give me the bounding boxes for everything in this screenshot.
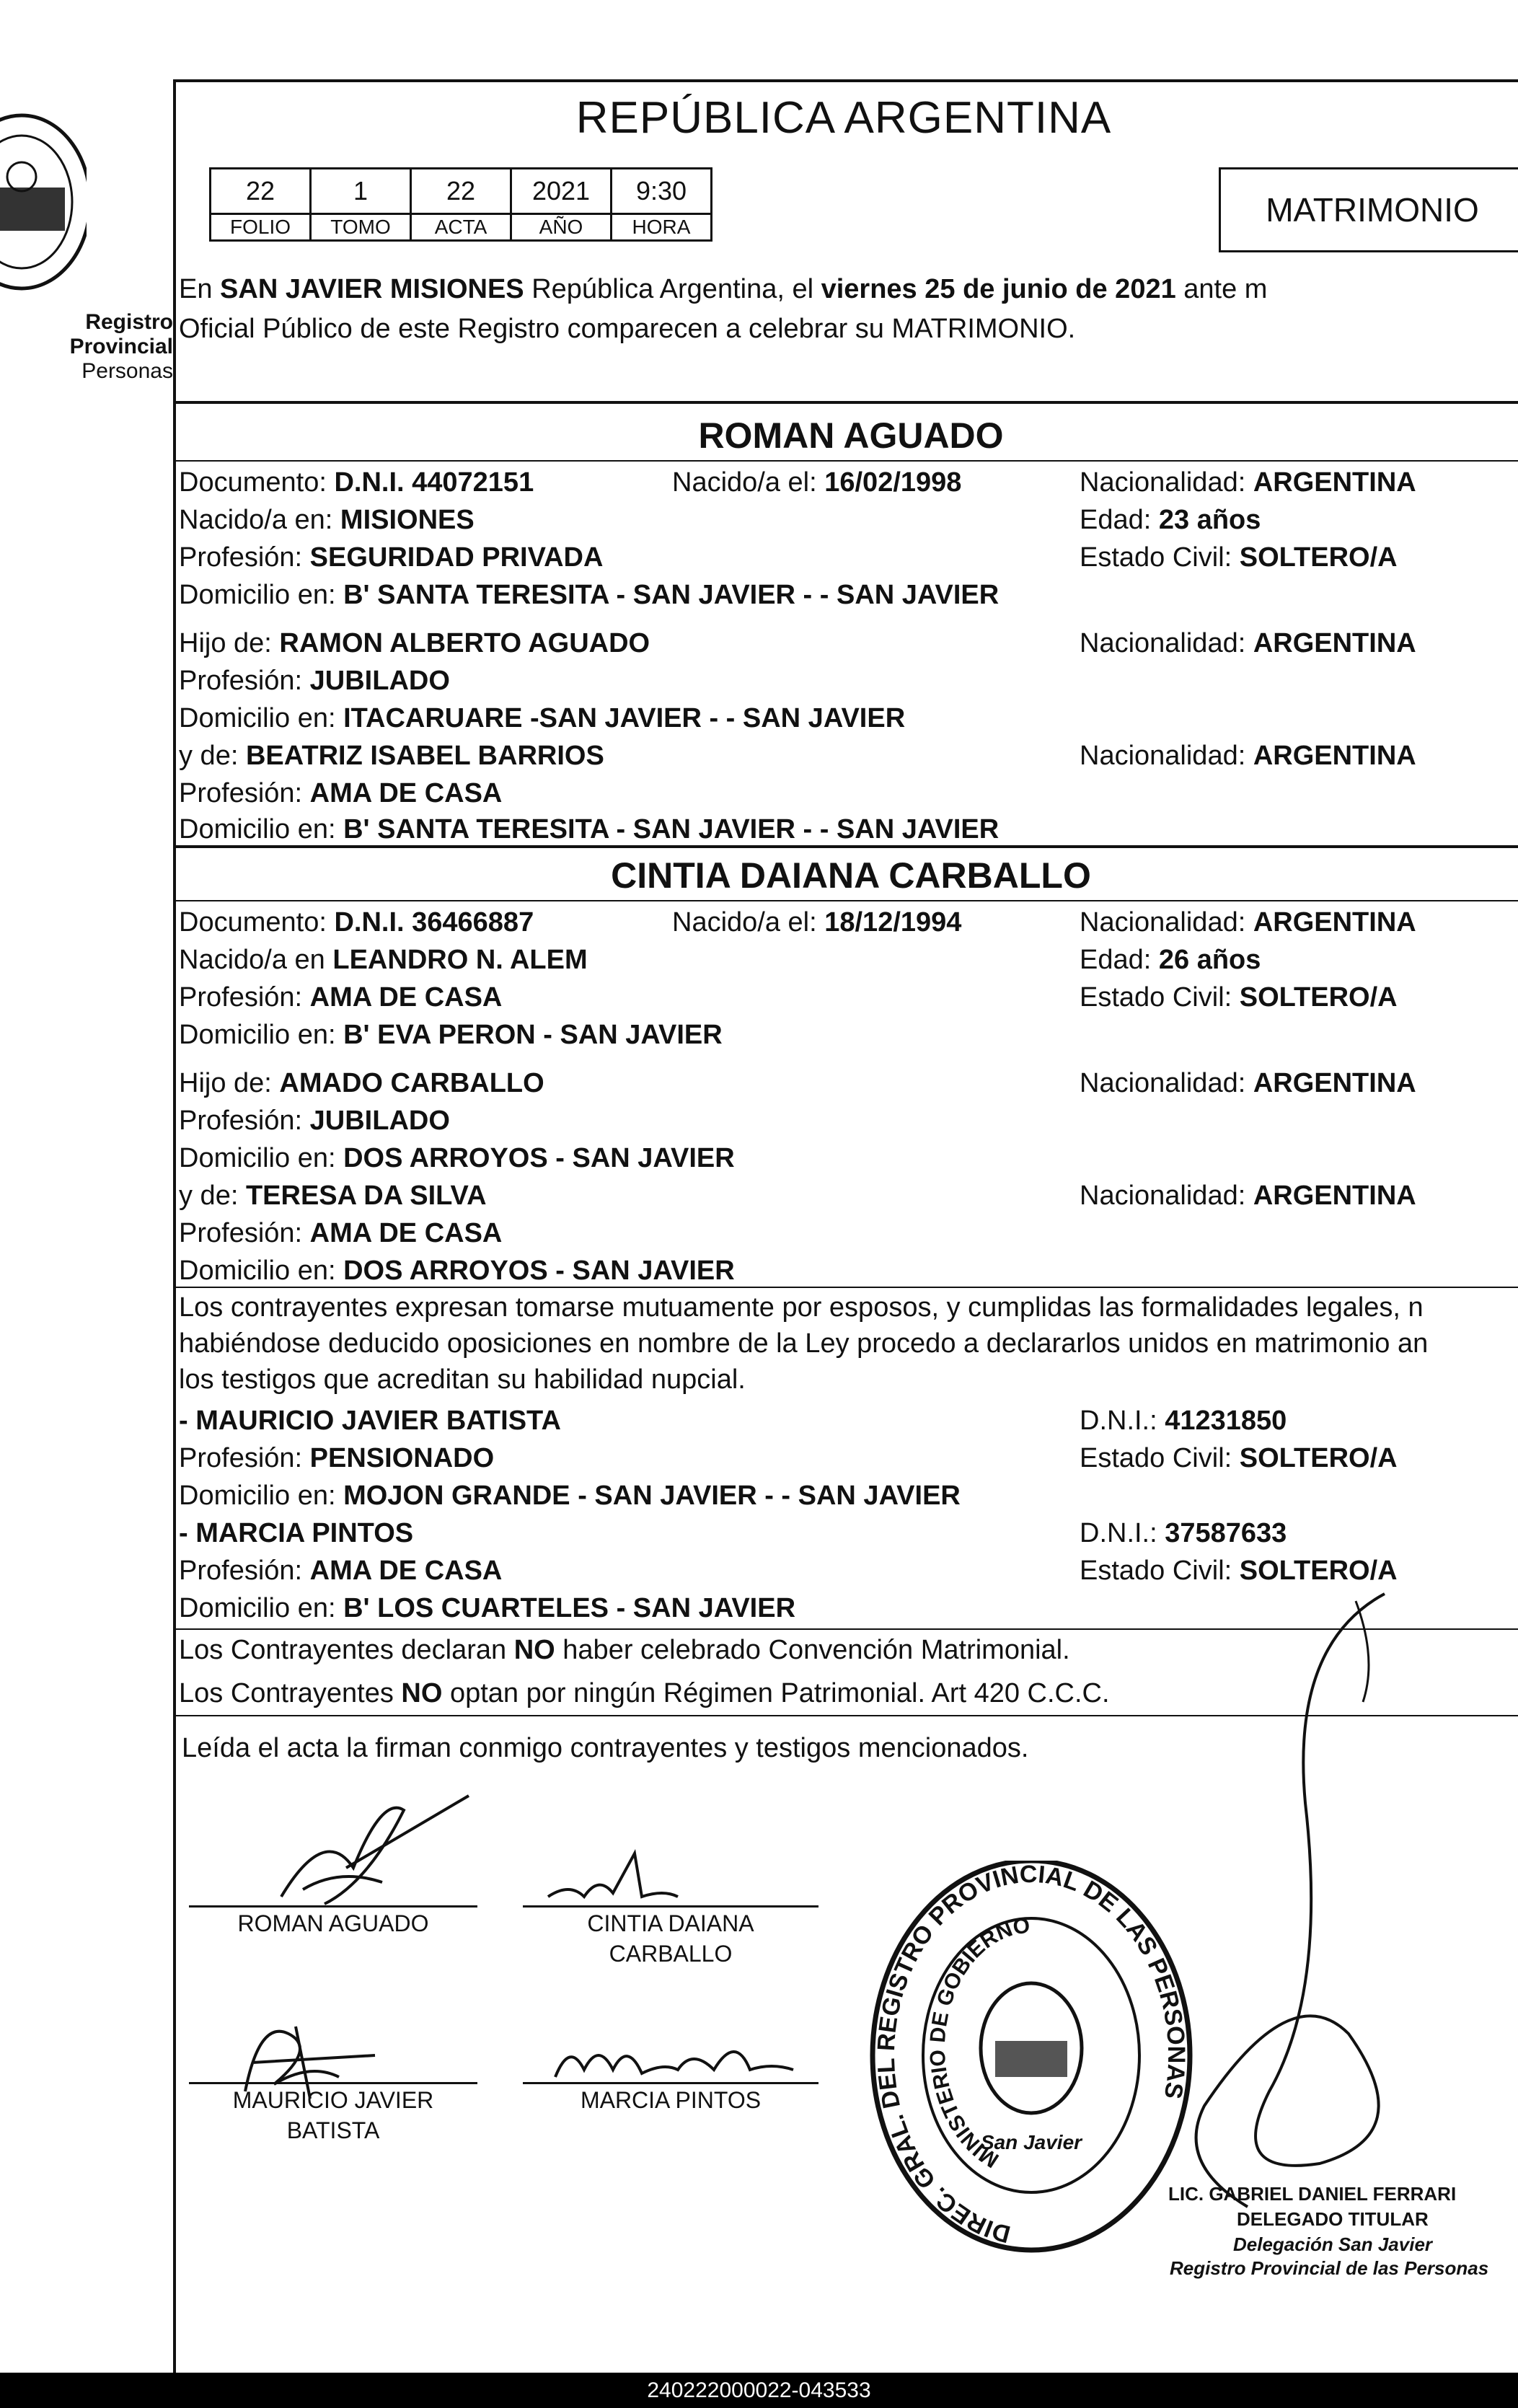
hora-label: HORA bbox=[612, 214, 712, 241]
bride-birthplace bbox=[179, 941, 588, 979]
groom-father-nationality bbox=[1080, 625, 1416, 662]
acta-value: 22 bbox=[411, 169, 511, 214]
intro-line-2: Oficial Público de este Registro comparecen a celebrar su MATRIMONIO. bbox=[179, 314, 1076, 344]
value: ARGENTINA bbox=[1253, 741, 1416, 771]
label: Domicilio en: bbox=[179, 1020, 344, 1050]
value: DOS ARROYOS - SAN JAVIER bbox=[343, 1143, 735, 1173]
label: Domicilio en: bbox=[179, 814, 344, 844]
hora-value: 9:30 bbox=[612, 169, 712, 214]
label: Domicilio en: bbox=[179, 1593, 344, 1623]
page-title: REPÚBLICA ARGENTINA bbox=[575, 93, 1112, 143]
label: Estado Civil: bbox=[1080, 1556, 1240, 1586]
label: Nacionalidad: bbox=[1080, 741, 1253, 771]
signature-label-2 bbox=[523, 1908, 818, 1969]
bride-address bbox=[179, 1016, 723, 1054]
tomo-label: TOMO bbox=[311, 214, 411, 241]
bride-profession bbox=[179, 979, 502, 1016]
label: Estado Civil: bbox=[1080, 982, 1240, 1013]
label: Domicilio en: bbox=[179, 1256, 344, 1286]
bride-mother-address bbox=[179, 1252, 735, 1289]
groom-mother bbox=[179, 737, 604, 775]
declaration-line-3: los testigos que acreditan su habilidad nupcial. bbox=[179, 1364, 746, 1395]
intro-text-b: República Argentina, el bbox=[524, 274, 821, 304]
emphasis: NO bbox=[513, 1635, 555, 1665]
label: Domicilio en: bbox=[179, 1481, 344, 1511]
value: LEANDRO N. ALEM bbox=[332, 945, 588, 975]
label: Profesión: bbox=[179, 1106, 310, 1136]
witness-2-civil-status bbox=[1080, 1552, 1398, 1589]
signature-cintia-carballo bbox=[541, 1846, 700, 1911]
intro-text-a: En bbox=[179, 274, 221, 304]
value: DOS ARROYOS - SAN JAVIER bbox=[343, 1256, 735, 1286]
label: Domicilio en: bbox=[179, 1143, 344, 1173]
groom-nationality-value: ARGENTINA bbox=[1253, 467, 1416, 498]
groom-dni: D.N.I. 44072151 bbox=[334, 467, 534, 498]
value: ARGENTINA bbox=[1253, 1068, 1416, 1098]
label: Profesión: bbox=[179, 778, 310, 808]
divider bbox=[173, 845, 1518, 848]
value: 26 años bbox=[1158, 945, 1261, 975]
text: optan por ningún Régimen Patrimonial. Art 420 C.C.C. bbox=[442, 1678, 1110, 1708]
closing-statement: Leída el acta la firman conmigo contrayentes y testigos mencionados. bbox=[182, 1733, 1029, 1763]
text: Los Contrayentes declaran bbox=[179, 1635, 514, 1665]
value: AMA DE CASA bbox=[309, 982, 503, 1013]
groom-name: ROMAN AGUADO bbox=[698, 415, 1004, 456]
seal-outer-text: DIREC. GRAL. DEL REGISTRO PROVINCIAL DE LAS PERSONAS bbox=[872, 1861, 1191, 2249]
value: SOLTERO/A bbox=[1239, 1443, 1398, 1473]
value: ARGENTINA bbox=[1253, 907, 1416, 938]
officer-title: DELEGADO TITULAR bbox=[1237, 2208, 1429, 2230]
bride-birthdate bbox=[672, 904, 961, 941]
signature-line bbox=[523, 1905, 818, 1908]
label: Hijo de: bbox=[179, 1068, 280, 1098]
label: Nacido/a el: bbox=[672, 467, 825, 498]
value: - MAURICIO JAVIER BATISTA bbox=[179, 1406, 561, 1436]
logo-caption-line1: Registro Provincial bbox=[69, 310, 173, 358]
bride-mother-profession bbox=[179, 1214, 502, 1252]
value: JUBILADO bbox=[309, 666, 450, 696]
record-type-badge: MATRIMONIO bbox=[1219, 167, 1518, 252]
label: Profesión: bbox=[179, 542, 310, 573]
bride-mother bbox=[179, 1177, 487, 1214]
divider bbox=[173, 900, 1518, 901]
intro-date: viernes 25 de junio de 2021 bbox=[821, 274, 1176, 304]
bride-nationality bbox=[1080, 904, 1416, 941]
bride-document bbox=[179, 904, 534, 941]
officer-name: LIC. GABRIEL DANIEL FERRARI bbox=[1168, 2183, 1457, 2205]
groom-nationality bbox=[1080, 464, 1416, 501]
label: y de: bbox=[179, 1181, 246, 1211]
divider bbox=[173, 1287, 1518, 1288]
groom-birthplace-value: MISIONES bbox=[340, 505, 475, 535]
value: BEATRIZ ISABEL BARRIOS bbox=[245, 741, 604, 771]
value: TERESA DA SILVA bbox=[245, 1181, 487, 1211]
groom-birthdate-value: 16/02/1998 bbox=[824, 467, 962, 498]
groom-father-value: RAMON ALBERTO AGUADO bbox=[279, 628, 650, 658]
folio-label: FOLIO bbox=[211, 214, 311, 241]
value: - MARCIA PINTOS bbox=[179, 1518, 414, 1548]
line: CARBALLO bbox=[609, 1941, 733, 1967]
signature-roman-aguado bbox=[238, 1781, 483, 1918]
groom-document bbox=[179, 464, 534, 501]
label: Nacido/a el: bbox=[672, 907, 825, 938]
value: SOLTERO/A bbox=[1239, 982, 1398, 1013]
bride-father bbox=[179, 1064, 544, 1102]
bride-name: CINTIA DAIANA CARBALLO bbox=[611, 855, 1091, 896]
witness-1-civil-status bbox=[1080, 1439, 1398, 1477]
label: Profesión: bbox=[179, 1218, 310, 1248]
divider bbox=[173, 401, 1518, 404]
groom-age bbox=[1080, 501, 1261, 539]
label: Nacionalidad: bbox=[1080, 1068, 1253, 1098]
label: Profesión: bbox=[179, 666, 310, 696]
label: Edad: bbox=[1080, 945, 1159, 975]
label: Estado Civil: bbox=[1080, 1443, 1240, 1473]
document-id-footer: 240222000022-043533 bbox=[0, 2373, 1518, 2408]
label: Domicilio en: bbox=[179, 703, 344, 733]
emphasis: NO bbox=[401, 1678, 443, 1708]
convention-line-2 bbox=[179, 1675, 1110, 1712]
signature-label-4: MARCIA PINTOS bbox=[580, 2087, 762, 2113]
witness-1-dni bbox=[1080, 1402, 1287, 1439]
value: AMA DE CASA bbox=[309, 1218, 503, 1248]
acta-label: ACTA bbox=[411, 214, 511, 241]
bride-dni: D.N.I. 36466887 bbox=[334, 907, 534, 938]
bride-age bbox=[1080, 941, 1261, 979]
intro-place: SAN JAVIER MISIONES bbox=[220, 274, 524, 304]
signature-line bbox=[523, 2082, 818, 2084]
label: Profesión: bbox=[179, 1443, 310, 1473]
label: Profesión: bbox=[179, 982, 310, 1013]
declaration-line-1: Los contrayentes expresan tomarse mutuamente por esposos, y cumplidas las formalidades legales, n bbox=[179, 1292, 1424, 1323]
record-reference-table bbox=[209, 167, 712, 242]
seal-place-text: San Javier bbox=[980, 2131, 1082, 2153]
value: MOJON GRANDE - SAN JAVIER - - SAN JAVIER bbox=[343, 1481, 961, 1511]
value: PENSIONADO bbox=[309, 1443, 495, 1473]
ano-value: 2021 bbox=[511, 169, 612, 214]
bride-father-address bbox=[179, 1139, 735, 1177]
groom-father-address bbox=[179, 700, 905, 737]
signature-label-3 bbox=[189, 2085, 477, 2145]
line: MAURICIO JAVIER bbox=[232, 2087, 434, 2113]
divider bbox=[173, 460, 1518, 462]
intro-text-c: ante m bbox=[1175, 274, 1268, 304]
groom-mother-nationality bbox=[1080, 737, 1416, 775]
signature-marcia-pintos bbox=[548, 2019, 808, 2091]
label: y de: bbox=[179, 741, 246, 771]
witness-2-name bbox=[179, 1514, 413, 1552]
bride-mother-nationality bbox=[1080, 1177, 1416, 1214]
label: Nacionalidad: bbox=[1080, 1181, 1253, 1211]
seal-inner-text: MINISTERIO DE GOBIERNO bbox=[925, 1913, 1032, 2172]
groom-civil-status bbox=[1080, 539, 1398, 576]
witness-2-dni bbox=[1080, 1514, 1287, 1552]
officer-registry: Registro Provincial de las Personas bbox=[1170, 2257, 1489, 2279]
ano-label: AÑO bbox=[511, 214, 612, 241]
value: JUBILADO bbox=[309, 1106, 450, 1136]
signature-line bbox=[189, 2082, 477, 2084]
witness-2-profession bbox=[179, 1552, 502, 1589]
witness-2-address bbox=[179, 1589, 795, 1627]
value: ARGENTINA bbox=[1253, 1181, 1416, 1211]
groom-birthdate bbox=[672, 464, 961, 501]
value: AMADO CARBALLO bbox=[279, 1068, 544, 1098]
witness-1-profession bbox=[179, 1439, 494, 1477]
value: 41231850 bbox=[1165, 1406, 1287, 1436]
logo-caption-line2: Personas bbox=[81, 359, 173, 383]
value: ITACARUARE -SAN JAVIER - - SAN JAVIER bbox=[343, 703, 906, 733]
value: B' SANTA TERESITA - SAN JAVIER - - SAN JAVIER bbox=[343, 814, 1000, 844]
signature-label-1: ROMAN AGUADO bbox=[237, 1910, 429, 1936]
province-logo bbox=[0, 108, 87, 296]
groom-birthplace bbox=[179, 501, 475, 539]
label: D.N.I.: bbox=[1080, 1406, 1165, 1436]
line: BATISTA bbox=[286, 2117, 380, 2143]
tomo-value: 1 bbox=[311, 169, 411, 214]
label: Hijo de: bbox=[179, 628, 280, 658]
groom-profession-value: SEGURIDAD PRIVADA bbox=[309, 542, 604, 573]
label: Documento: bbox=[179, 467, 335, 498]
label: Nacionalidad: bbox=[1080, 907, 1253, 938]
label: Profesión: bbox=[179, 1556, 310, 1586]
signature-officer bbox=[1161, 1587, 1435, 2221]
value: 37587633 bbox=[1165, 1518, 1287, 1548]
officer-office: Delegación San Javier bbox=[1233, 2233, 1433, 2255]
bride-father-profession bbox=[179, 1102, 450, 1139]
label: Domicilio en: bbox=[179, 580, 344, 610]
declaration-line-2: habiéndose deducido oposiciones en nombre de la Ley procedo a declararlos unidos en matrimonio an bbox=[179, 1328, 1429, 1359]
groom-civil-status-value: SOLTERO/A bbox=[1239, 542, 1398, 573]
groom-age-value: 23 años bbox=[1158, 505, 1261, 535]
bride-civil-status bbox=[1080, 979, 1398, 1016]
value: ARGENTINA bbox=[1253, 628, 1416, 658]
label: Estado Civil: bbox=[1080, 542, 1240, 573]
intro-line-1 bbox=[179, 270, 1267, 308]
value: SOLTERO/A bbox=[1239, 1556, 1398, 1586]
groom-father bbox=[179, 625, 650, 662]
label: Nacido/a en: bbox=[179, 505, 340, 535]
groom-address bbox=[179, 576, 999, 614]
text: haber celebrado Convención Matrimonial. bbox=[555, 1635, 1070, 1665]
official-seal bbox=[865, 1861, 1197, 2264]
bride-father-nationality bbox=[1080, 1064, 1416, 1102]
groom-father-profession bbox=[179, 662, 450, 700]
groom-mother-profession bbox=[179, 775, 502, 812]
label: D.N.I.: bbox=[1080, 1518, 1165, 1548]
text: Los Contrayentes bbox=[179, 1678, 402, 1708]
label: Documento: bbox=[179, 907, 335, 938]
groom-mother-address bbox=[179, 811, 999, 848]
value: B' LOS CUARTELES - SAN JAVIER bbox=[343, 1593, 796, 1623]
convention-line-1 bbox=[179, 1631, 1070, 1669]
logo-caption bbox=[0, 310, 173, 384]
folio-value: 22 bbox=[211, 169, 311, 214]
label: Edad: bbox=[1080, 505, 1159, 535]
groom-address-value: B' SANTA TERESITA - SAN JAVIER - - SAN JAVIER bbox=[343, 580, 1000, 610]
witness-1-name bbox=[179, 1402, 561, 1439]
witness-1-address bbox=[179, 1477, 961, 1514]
label: Nacionalidad: bbox=[1080, 467, 1253, 498]
label: Nacido/a en bbox=[179, 945, 333, 975]
signature-line bbox=[189, 1905, 477, 1908]
groom-profession bbox=[179, 539, 603, 576]
line: CINTIA DAIANA bbox=[587, 1910, 754, 1936]
label: Nacionalidad: bbox=[1080, 628, 1253, 658]
value: AMA DE CASA bbox=[309, 778, 503, 808]
value: AMA DE CASA bbox=[309, 1556, 503, 1586]
value: B' EVA PERON - SAN JAVIER bbox=[343, 1020, 723, 1050]
value: 18/12/1994 bbox=[824, 907, 962, 938]
